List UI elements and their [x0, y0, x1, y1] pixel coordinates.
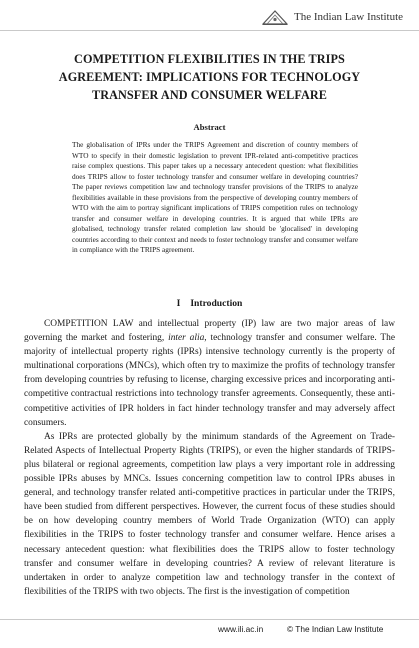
publisher-name: The Indian Law Institute	[294, 11, 404, 23]
section-number: I	[176, 298, 181, 309]
section-title: Introduction	[190, 298, 243, 309]
institute-emblem-icon	[262, 8, 288, 26]
page-footer	[0, 624, 419, 638]
article-title: COMPETITION FLEXIBILITIES IN THE TRIPS AGREEMENT: IMPLICATIONS FOR TECHNOLOGY TRANSFER AND CONSUMER WELFARE	[58, 52, 361, 102]
article-body	[24, 317, 395, 599]
footer-url-link[interactable]: www.ili.ac.in	[218, 624, 264, 634]
section-heading	[0, 298, 419, 309]
publisher-logo	[262, 6, 412, 28]
body-paragraph	[24, 317, 395, 430]
header-divider	[0, 30, 419, 31]
italic-phrase: inter alia	[168, 333, 205, 344]
paragraph-text: COMPETITION LAW and intellectual property (IP) law are two major areas of law governing the market and fostering,	[24, 319, 395, 344]
body-paragraph: As IPRs are protected globally by the minimum standards of the Agreement on Trade-Related Aspects of Intellectual Property Rights (TRIPS), or even the higher standards of TRIPS-plus bilateral or regional agreements, competition law plays a very important role in addressing possible IPRs abuses by MNCs. Issues concerning competition law to control IPRs abuses in general, and technology transfer related anti-competitive practices in particular under the TRIPS, have been studied from different perspectives. However, the current focus of these studies should be on how developing country members of World Trade Organization (WTO) can apply flexibilities in the TRIPS to foster technology transfer and consumer welfare. Hence arises a necessary antecedent question: what flexibilities does the TRIPS allow to foster technology transfer and consumer welfare in developing countries? A review of relevant literature is undertaken in order to analyze competition law and technology transfer in the context of flexibilities of the TRIPS with two objects. The first is the investigation of competition	[24, 431, 395, 597]
footer-copyright: © The Indian Law Institute	[287, 624, 384, 634]
abstract-heading: Abstract	[193, 122, 226, 132]
abstract-text: The globalisation of IPRs under the TRIPS Agreement and discretion of country members of WTO to specify in their domestic legislation to prevent IPR-related anti-competitive practices raise complex questions. This paper takes up a necessary antecedent question: what flexibilities does TRIPS allow to foster technology transfer and consumer welfare in developing countries? The paper reviews competition law and technology transfer provisions of the TRIPS to analyze flexibilities available in these provisions from the perspective of developing country members of WTO with the aim to portray significant implications of TRIPS competition rules on technology transfer and consumer welfare in developing countries. It is argued that while IPRs are globalised, technology transfer related completion law should be 'glocalised' in developing countries according to their context and needs to foster technology transfer and consumer welfare in compliance with the TRIPS agreement.	[72, 140, 358, 254]
footer-divider	[0, 619, 419, 620]
paragraph-text: , technology transfer and consumer welfare. The majority of intellectual property rights (IPRs) intensive technology currently is the property of multinational corporations (MNCs), which often try to maximize the profits of technology transfer from developing countries by refusing to license, charging excessive prices and incorporating anti-competitive contractual restrictions into technology transfer agreements. Consequently, these anti-competitive activities of IPR holders in fact hinder technology transfer and may adversely affect consumers.	[24, 333, 395, 428]
